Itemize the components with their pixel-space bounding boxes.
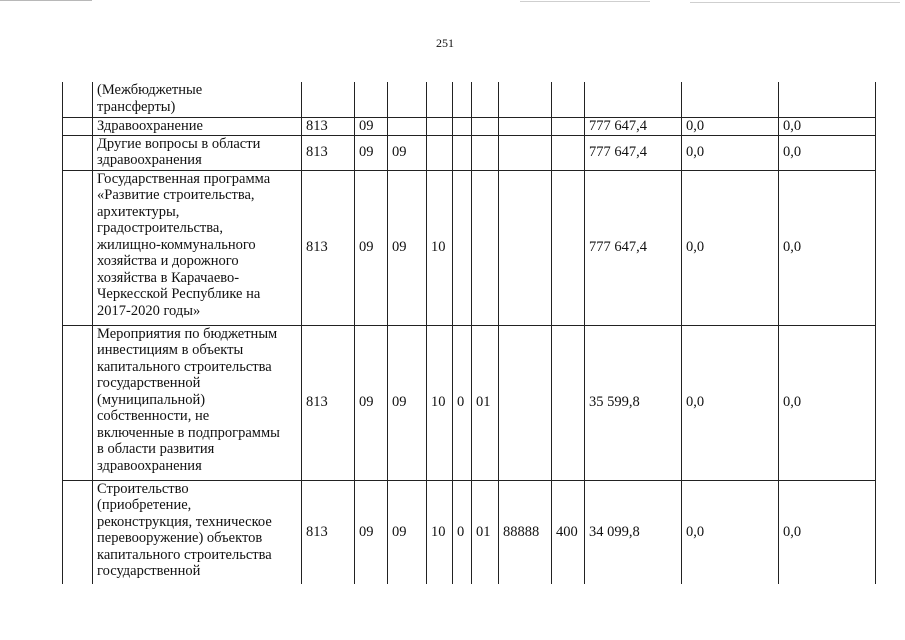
item-name-cell: Другие вопросы в области здравоохранения: [93, 135, 302, 170]
expense-type-cell: 400: [552, 480, 585, 584]
amount-year-1-cell: [585, 82, 682, 117]
item-name-cell: Строительство (приобретение, реконструкция, техническое перевооружение) объектов капитального строительства государственной: [93, 480, 302, 584]
subsection-code-cell: 09: [388, 135, 427, 170]
row-number-cell: [63, 480, 93, 584]
item-name-cell: Государственная программа «Развитие строительства, архитектуры, градостроительства, жилищно-коммунального хозяйства и дорожного хозяйства в Карачаево- Черкесской Республике на 2017-2020 годы»: [93, 170, 302, 325]
amount-year-1-cell: 777 647,4: [585, 170, 682, 325]
direction-code-cell: [499, 117, 552, 135]
expense-type-cell: [552, 325, 585, 480]
subprogram-code-cell: [453, 117, 472, 135]
direction-code-cell: [499, 170, 552, 325]
table-row: [63, 170, 876, 325]
event-code-cell: 01: [472, 480, 499, 584]
row-number-cell: [63, 82, 93, 117]
ministry-code-cell: [302, 82, 355, 117]
subprogram-code-cell: [453, 82, 472, 117]
scan-artifact-right: [690, 2, 900, 3]
direction-code-cell: [499, 82, 552, 117]
amount-year-3-cell: 0,0: [779, 170, 876, 325]
ministry-code-cell: 813: [302, 135, 355, 170]
amount-year-2-cell: 0,0: [682, 325, 779, 480]
amount-year-3-cell: 0,0: [779, 135, 876, 170]
direction-code-cell: 88888: [499, 480, 552, 584]
row-number-cell: [63, 117, 93, 135]
subsection-code-cell: [388, 117, 427, 135]
expense-type-cell: [552, 170, 585, 325]
program-code-cell: [427, 82, 453, 117]
table-row: [63, 325, 876, 480]
direction-code-cell: [499, 325, 552, 480]
expense-type-cell: [552, 117, 585, 135]
event-code-cell: [472, 170, 499, 325]
amount-year-3-cell: 0,0: [779, 480, 876, 584]
section-code-cell: 09: [355, 170, 388, 325]
amount-year-2-cell: 0,0: [682, 135, 779, 170]
program-code-cell: 10: [427, 325, 453, 480]
amount-year-1-cell: 777 647,4: [585, 135, 682, 170]
amount-year-3-cell: 0,0: [779, 117, 876, 135]
subprogram-code-cell: [453, 170, 472, 325]
amount-year-2-cell: 0,0: [682, 480, 779, 584]
scan-artifact-mid: [520, 1, 650, 2]
event-code-cell: [472, 82, 499, 117]
row-number-cell: [63, 135, 93, 170]
subsection-code-cell: [388, 82, 427, 117]
amount-year-2-cell: 0,0: [682, 170, 779, 325]
ministry-code-cell: 813: [302, 170, 355, 325]
table-row: [63, 82, 876, 117]
amount-year-2-cell: [682, 82, 779, 117]
subprogram-code-cell: 0: [453, 480, 472, 584]
event-code-cell: [472, 135, 499, 170]
event-code-cell: 01: [472, 325, 499, 480]
direction-code-cell: [499, 135, 552, 170]
subsection-code-cell: 09: [388, 170, 427, 325]
section-code-cell: 09: [355, 135, 388, 170]
program-code-cell: [427, 135, 453, 170]
amount-year-1-cell: 34 099,8: [585, 480, 682, 584]
expense-type-cell: [552, 135, 585, 170]
ministry-code-cell: 813: [302, 117, 355, 135]
event-code-cell: [472, 117, 499, 135]
item-name-cell: Мероприятия по бюджетным инвестициям в объекты капитального строительства государственной (муниципальной) собственности, не включенные в подпрограммы в области развития здравоохранения: [93, 325, 302, 480]
row-number-cell: [63, 170, 93, 325]
item-name-cell: Здравоохранение: [93, 117, 302, 135]
program-code-cell: 10: [427, 170, 453, 325]
ministry-code-cell: 813: [302, 325, 355, 480]
amount-year-3-cell: [779, 82, 876, 117]
subprogram-code-cell: 0: [453, 325, 472, 480]
subsection-code-cell: 09: [388, 325, 427, 480]
table-row: [63, 135, 876, 170]
amount-year-1-cell: 777 647,4: [585, 117, 682, 135]
section-code-cell: 09: [355, 480, 388, 584]
amount-year-1-cell: 35 599,8: [585, 325, 682, 480]
item-name-cell: (Межбюджетные трансферты): [93, 82, 302, 117]
scan-artifact-left: [0, 0, 92, 1]
table-row: [63, 480, 876, 584]
section-code-cell: [355, 82, 388, 117]
section-code-cell: 09: [355, 325, 388, 480]
budget-table: [62, 82, 876, 584]
subprogram-code-cell: [453, 135, 472, 170]
subsection-code-cell: 09: [388, 480, 427, 584]
amount-year-2-cell: 0,0: [682, 117, 779, 135]
ministry-code-cell: 813: [302, 480, 355, 584]
program-code-cell: [427, 117, 453, 135]
table-row: [63, 117, 876, 135]
section-code-cell: 09: [355, 117, 388, 135]
amount-year-3-cell: 0,0: [779, 325, 876, 480]
expense-type-cell: [552, 82, 585, 117]
program-code-cell: 10: [427, 480, 453, 584]
page-number: 251: [436, 36, 454, 50]
row-number-cell: [63, 325, 93, 480]
